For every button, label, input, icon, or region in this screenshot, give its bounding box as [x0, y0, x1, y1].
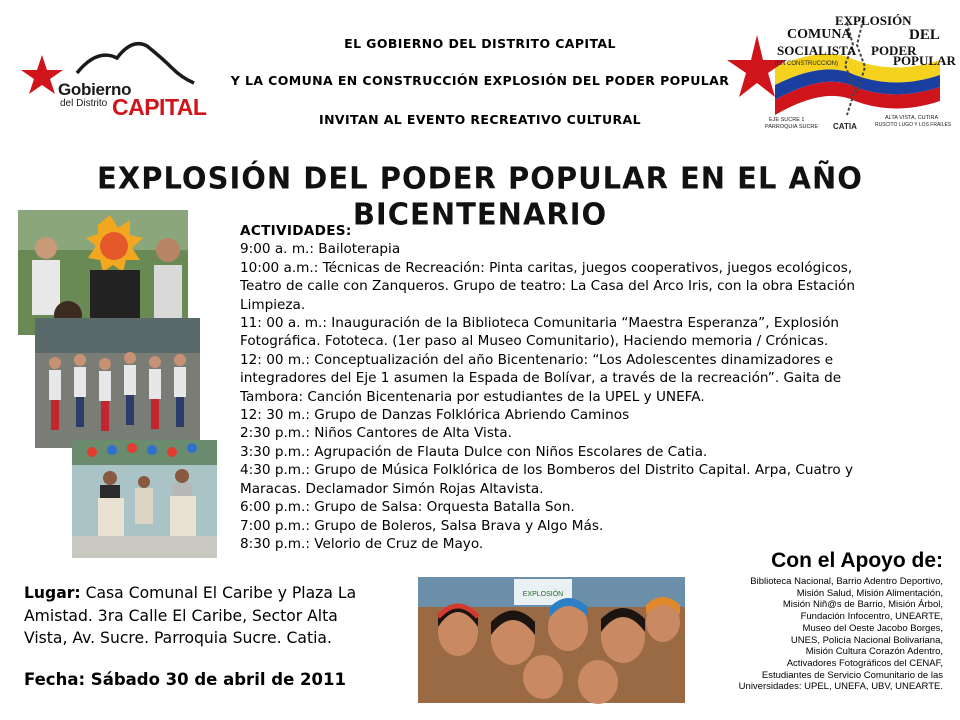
logo-text-explosion: EXPLOSIÓN [835, 13, 912, 28]
photo-sign-text: EXPLOSIÓN [522, 591, 564, 598]
activity-line: Fotográfica. Fototeca. (1er paso al Museo Comunitario), Haciendo memoria / Crónicas. [240, 333, 829, 350]
logo-text-comuna: COMUNA [787, 27, 852, 42]
support-line: Universidades: UPEL, UNEFA, UBV, UNEARTE. [738, 681, 943, 693]
logo-text-eje: EJE SUCRE 1 [769, 117, 805, 123]
date-label: Fecha: [24, 670, 86, 689]
support-list [690, 576, 943, 693]
activity-line: 11: 00 a. m.: Inauguración de la Biblioteca Comunitaria “Maestra Esperanza”, Explosión [240, 315, 840, 332]
support-line: Misión Niñ@s de Barrio, Misión Árbol, [782, 599, 943, 611]
activity-line: 9:00 a. m.: Bailoterapia [240, 241, 401, 258]
activity-line: 3:30 p.m.: Agrupación de Flauta Dulce con Niños Escolares de Catia. [240, 443, 708, 460]
activity-line: Maracas. Declamador Simón Rojas Altavista. [240, 480, 544, 497]
comuna-socialista-logo [735, 5, 956, 140]
activity-line: 12: 00 m.: Conceptualización del año Bicentenario: “Los Adolescentes dinamizadores e [240, 351, 834, 368]
date-value: Sábado 30 de abril de 2011 [85, 670, 346, 689]
logo-text-del-distrito: del Distrito [60, 98, 108, 109]
event-title: EXPLOSIÓN DEL PODER POPULAR EN EL AÑO BICENTENARIO [97, 160, 863, 232]
support-line: Misión Salud, Misión Alimentación, [796, 587, 943, 599]
activity-line: 2:30 p.m.: Niños Cantores de Alta Vista. [240, 425, 512, 442]
activity-line: 10:00 a.m.: Técnicas de Recreación: Pinta caritas, juegos cooperativos, juegos ecológicos, [240, 259, 853, 276]
support-line: Museo del Oeste Jacobo Borges, [802, 622, 943, 634]
activity-line: 6:00 p.m.: Grupo de Salsa: Orquesta Batalla Son. [240, 499, 575, 516]
activity-line: 7:00 p.m.: Grupo de Boleros, Salsa Brava y Algo Más. [240, 517, 604, 534]
activities-list [240, 222, 940, 553]
logo-text-popular: POPULAR [893, 53, 956, 68]
logo-text-construccion: (EN CONSTRUCCION) [775, 61, 838, 67]
location-line-1: Casa Comunal El Caribe y Plaza La [80, 584, 357, 602]
activity-line: integradores del Eje 1 asumen la Espada de Bolívar, a través de la recreación”. Gaita de [240, 370, 842, 387]
activity-line: Limpieza. [240, 296, 306, 313]
logo-text-parroquia: PARROQUIA SUCRE [765, 124, 819, 130]
support-line: UNES, Policía Nacional Bolivariana, [790, 634, 943, 646]
activities-heading: ACTIVIDADES: [240, 223, 352, 239]
support-line: Biblioteca Nacional, Barrio Adentro Deportivo, [750, 576, 943, 587]
logo-text-barrios: RUSCITO LUGO Y LOS FRAILES [875, 122, 952, 128]
logo-text-del: DEL [909, 27, 940, 43]
photo-sack-race [72, 440, 217, 558]
support-line: Activadores Fotográficos del CENAF, [786, 657, 943, 669]
photo-children-mask [18, 210, 188, 335]
logo-text-catia: CATIA [833, 122, 857, 131]
support-line: Misión Cultura Corazón Adentro, [805, 646, 943, 658]
location-label: Lugar: [24, 584, 81, 602]
activity-line: Tambora: Canción Bicentenaria por estudiantes de la UPEL y UNEFA. [240, 388, 705, 405]
activity-line: Teatro de calle con Zanqueros. Grupo de teatro: La Casa del Arco Iris, con la obra Estación [240, 278, 855, 295]
logo-text-poder: PODER [871, 43, 917, 58]
support-title: Con el Apoyo de: [771, 549, 943, 572]
activity-line: 12: 30 m.: Grupo de Danzas Folklórica Abriendo Caminos [240, 407, 630, 424]
activity-line: 8:30 p.m.: Velorio de Cruz de Mayo. [240, 535, 484, 552]
logo-text-socialista: SOCIALISTA [777, 43, 857, 58]
photo-girls-group [418, 577, 685, 703]
logo-text-capital: CAPITAL [112, 94, 207, 120]
support-line: Fundación Infocentro, UNEARTE, [800, 611, 943, 623]
location-line-2: Amistad. 3ra Calle El Caribe, Sector Alta [24, 606, 338, 625]
activity-line: 4:30 p.m.: Grupo de Música Folklórica de los Bomberos del Distrito Capital. Arpa, Cuatro y [240, 462, 854, 479]
support-line: Estudiantes de Servicio Comunitario de las [761, 669, 943, 681]
location-line-3: Vista, Av. Sucre. Parroquia Sucre. Catia. [24, 629, 332, 647]
logo-text-gobierno: Gobierno [58, 80, 132, 99]
date-block [24, 670, 346, 689]
photo-children-dancing [35, 318, 200, 448]
location-block [24, 582, 394, 650]
header-line-1: EL GOBIERNO DEL DISTRITO CAPITAL [344, 36, 616, 51]
header-line-3: INVITAN AL EVENTO RECREATIVO CULTURAL [319, 112, 641, 127]
header-line-2: Y LA COMUNA EN CONSTRUCCIÓN EXPLOSIÓN DEL PODER POPULAR [230, 73, 730, 88]
logo-text-alta-vista: ALTA VISTA, CUTIRA [885, 115, 939, 121]
